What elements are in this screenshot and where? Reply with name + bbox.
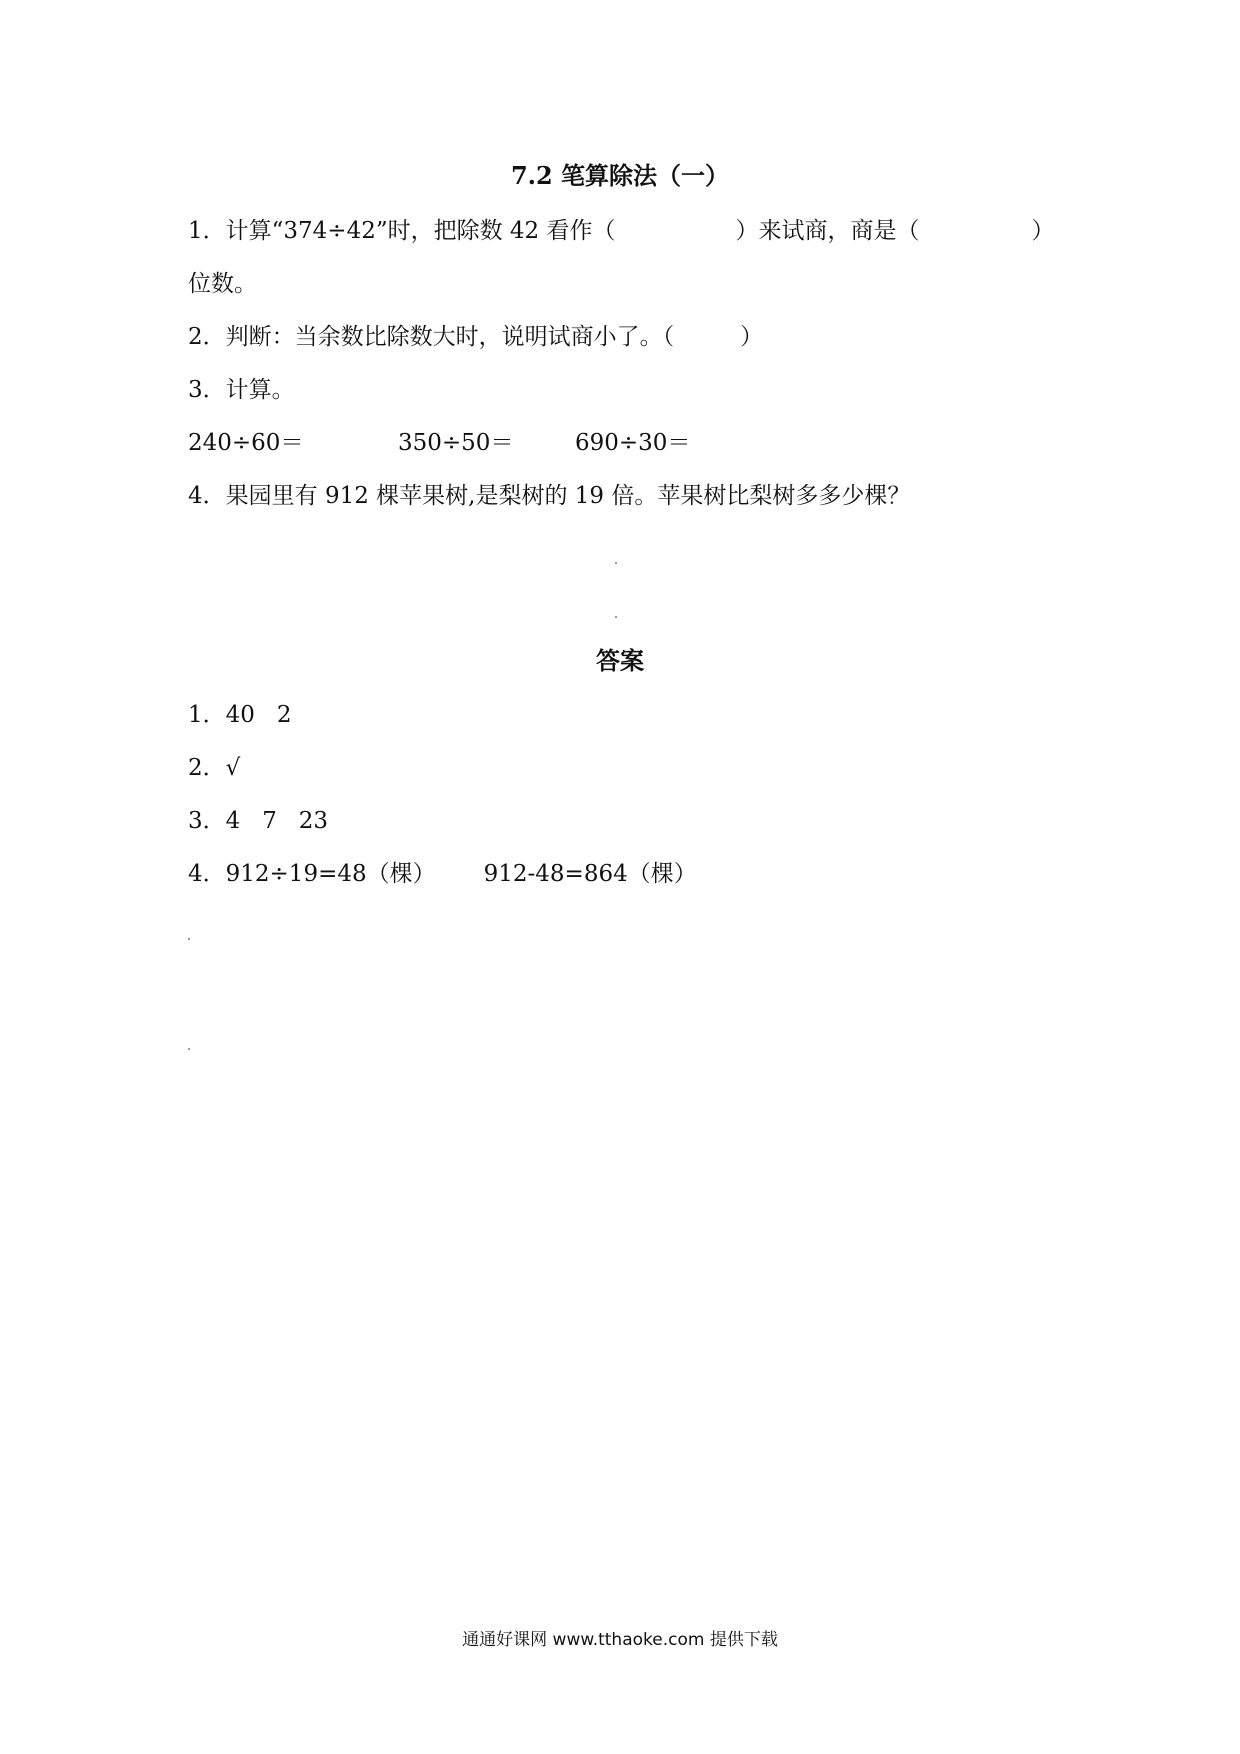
scan-dot [188, 938, 190, 940]
question-1-text-2: ）来试商，商是（ [735, 218, 920, 244]
question-4: 4．果园里有 912 棵苹果树,是梨树的 19 倍。苹果树比梨树多多少棵？ [188, 483, 911, 509]
question-1-continuation: 位数。 [188, 271, 257, 297]
answer-4-part-1: 4．912÷19=48（棵） [188, 861, 436, 887]
answer-1: 1．40 2 [188, 702, 292, 728]
answer-4 [188, 859, 697, 889]
calc-item-3: 690÷30＝ [575, 430, 691, 456]
question-1-text-3: ） [1031, 218, 1055, 244]
question-2-close: ） [740, 324, 764, 350]
worksheet-title: 7.2 笔算除法（一） [510, 161, 730, 190]
scan-dot [188, 1048, 190, 1050]
calc-item-2: 350÷50＝ [398, 430, 514, 456]
question-2 [188, 322, 763, 352]
answers-title: 答案 [596, 646, 644, 675]
scan-dot [615, 616, 617, 618]
answer-3: 3．4 7 23 [188, 808, 329, 834]
scan-dot [615, 562, 617, 564]
calc-item-1: 240÷60＝ [188, 430, 304, 456]
question-1-text: 1．计算“374÷42”时，把除数 42 看作（ [188, 218, 616, 244]
footer-source: 通通好课网 www.tthaoke.com 提供下载 [462, 1630, 778, 1650]
answer-2: 2．√ [188, 755, 241, 781]
question-3-label: 3．计算。 [188, 377, 295, 403]
answer-4-part-2: 912-48=864（棵） [483, 861, 697, 887]
question-2-text: 2．判断：当余数比除数大时，说明试商小了。（ [188, 324, 675, 350]
question-1 [188, 216, 1054, 246]
